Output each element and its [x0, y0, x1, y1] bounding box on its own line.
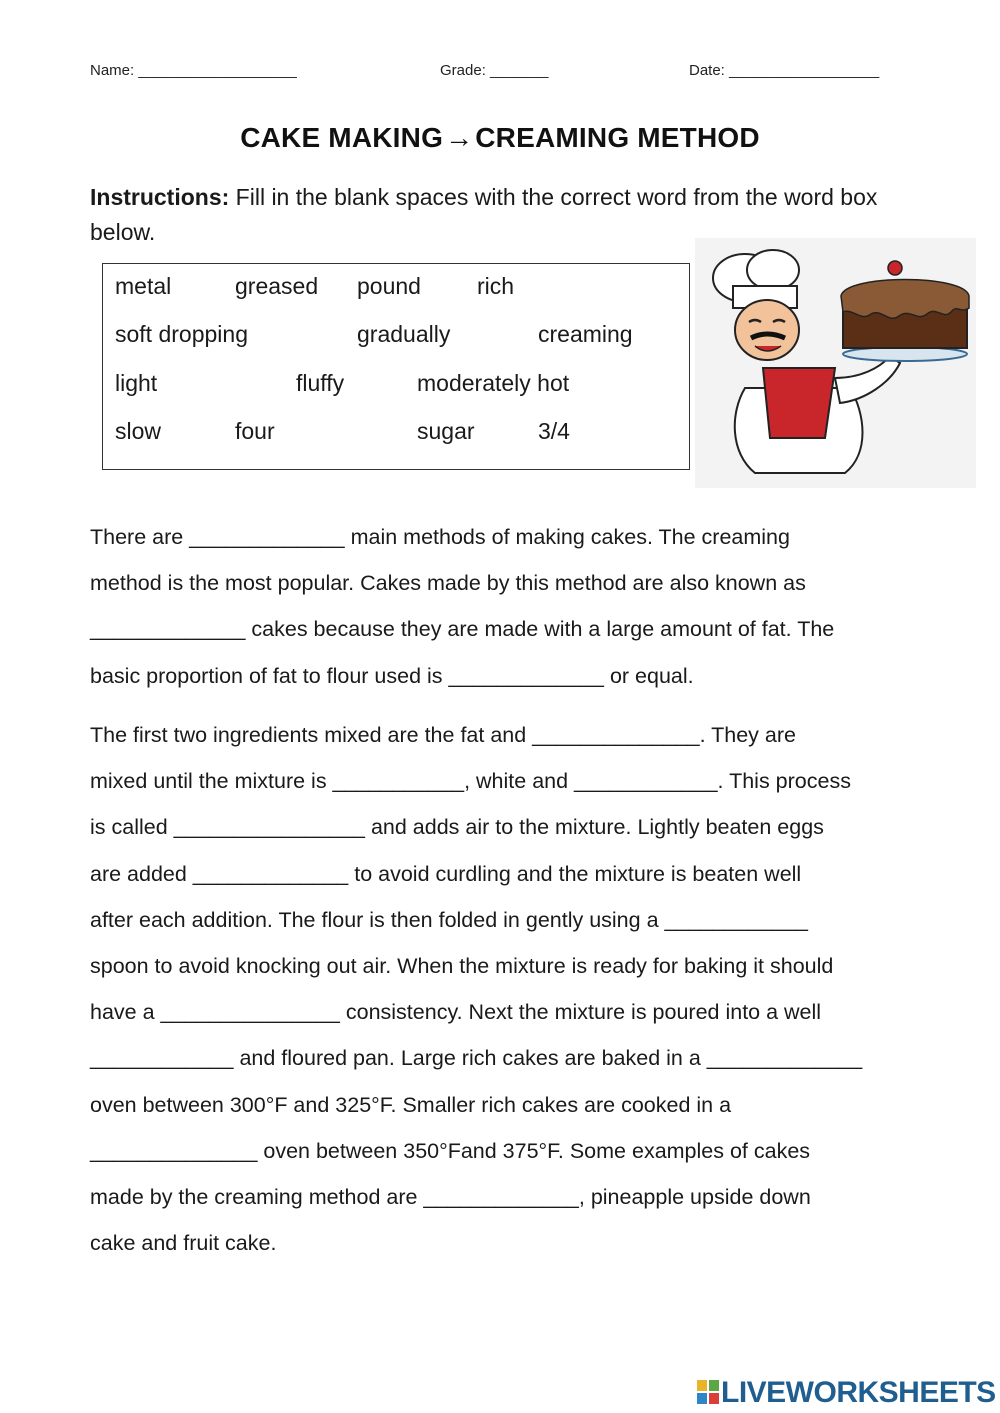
paragraph-line: have a _______________ consistency. Next the mixture is poured into a well — [90, 1000, 822, 1025]
word-fluffy: fluffy — [296, 370, 345, 396]
grade-field: Grade: _______ — [440, 62, 549, 79]
page-title — [0, 122, 1000, 154]
logo-text: LIVEWORKSHEETS — [721, 1376, 996, 1409]
paragraph-line: The first two ingredients mixed are the fat and ______________. They are — [90, 723, 796, 747]
paragraph-line: There are _____________ main methods of making cakes. The creaming — [90, 525, 790, 549]
title-right: CREAMING METHOD — [475, 122, 760, 153]
word-pound: pound — [357, 273, 421, 299]
title-left: CAKE MAKING — [240, 122, 444, 153]
word-three-quarters: 3/4 — [538, 418, 570, 444]
paragraph-line: made by the creaming method are _____________, pineapple upside down — [90, 1185, 811, 1210]
paragraph-line: ______________ oven between 350°Fand 375°F. Some examples of cakes — [90, 1138, 811, 1163]
paragraph-line: _____________ cakes because they are made with a large amount of fat. The — [90, 617, 835, 642]
instructions-label: Instructions: — [90, 184, 230, 210]
paragraph-line: spoon to avoid knocking out air. When the mixture is ready for baking it should — [90, 954, 834, 979]
paragraph-line: method is the most popular. Cakes made by this method are also known as — [90, 571, 806, 596]
instructions-text: Fill in the blank spaces with the correct word from the word box below. — [90, 184, 878, 245]
paragraph-line: oven between 300°F and 325°F. Smaller rich cakes are cooked in a — [90, 1092, 732, 1117]
paragraph-line: is called ________________ and adds air to the mixture. Lightly beaten eggs — [90, 815, 824, 840]
word-soft-dropping: soft dropping — [115, 321, 248, 347]
liveworksheets-logo — [697, 1376, 997, 1412]
paragraph-2 — [90, 712, 920, 1266]
date-field: Date: __________________ — [689, 62, 880, 79]
word-four: four — [235, 418, 275, 444]
paragraph-1 — [90, 514, 920, 699]
paragraph-line: mixed until the mixture is ___________, white and ____________. This process — [90, 769, 851, 794]
word-creaming: creaming — [538, 321, 633, 347]
paragraph-line: cake and fruit cake. — [90, 1231, 277, 1256]
word-sugar: sugar — [417, 418, 475, 444]
word-box — [102, 263, 690, 470]
chef-illustration — [695, 238, 976, 488]
word-slow: slow — [115, 418, 162, 444]
chef-with-cake-icon — [695, 238, 976, 488]
name-field: Name: ___________________ — [90, 62, 297, 79]
paragraph-line: are added _____________ to avoid curdling and the mixture is beaten well — [90, 861, 802, 886]
arrow-icon: → — [445, 122, 474, 153]
paragraph-line: basic proportion of fat to flour used is _____________ or equal. — [90, 663, 694, 688]
paragraph-line: ____________ and floured pan. Large rich cakes are baked in a _____________ — [90, 1046, 863, 1071]
word-moderately-hot: moderately hot — [417, 370, 570, 396]
word-metal: metal — [115, 273, 172, 299]
word-rich: rich — [477, 273, 515, 299]
liveworksheets-logo-icon — [697, 1380, 719, 1404]
paragraph-line: after each addition. The flour is then folded in gently using a ____________ — [90, 907, 808, 932]
word-greased: greased — [235, 273, 319, 299]
word-light: light — [115, 370, 158, 396]
word-gradually: gradually — [357, 321, 451, 347]
